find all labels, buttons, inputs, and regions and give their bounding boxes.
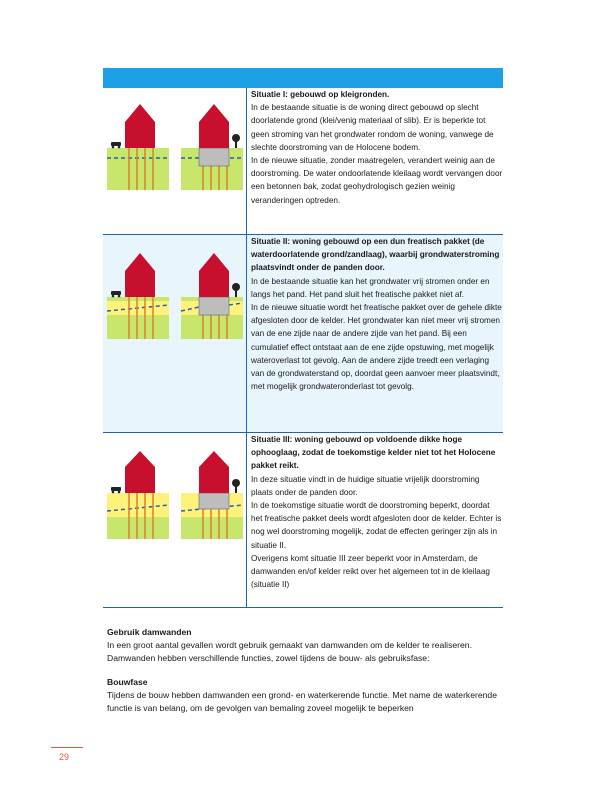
section-body: Tijdens de bouw hebben damwanden een grond- en waterkerende functie. Met name de waterkerende functie is van belang, om de gevolgen van bemaling zoveel mogelijk te beperken bbox=[107, 690, 497, 713]
situation-3-illustration bbox=[107, 449, 243, 539]
situation-paragraph: In deze situatie vindt in de huidige situatie vrijelijk doorstroming plaats onder de panden door. bbox=[251, 474, 480, 497]
tree-icon bbox=[232, 134, 240, 148]
house-icon bbox=[199, 253, 229, 297]
page-number: 29 bbox=[59, 752, 70, 762]
basement bbox=[199, 297, 229, 315]
situation-row-3 bbox=[103, 433, 503, 608]
situation-2-illustration bbox=[107, 249, 243, 339]
situation-paragraph: In de bestaande situatie kan het grondwater vrij stromen onder en langs het pand. Het pand sluit het freatische pakket niet af. bbox=[251, 276, 490, 299]
car-icon bbox=[111, 487, 121, 493]
situation-1-illustration bbox=[107, 100, 243, 190]
basement bbox=[199, 148, 229, 166]
house-icon bbox=[125, 104, 155, 148]
situation-title: Situatie III: woning gebouwd op voldoende dikke hoge ophooglaag, zodat de toekomstige kelder niet tot het Holocene pakket reikt. bbox=[251, 435, 496, 471]
situation-title: Situatie I: gebouwd op kleigronden. bbox=[251, 90, 390, 99]
situation-paragraph: Overigens komt situatie III zeer beperkt voor in Amsterdam, de damwanden en/of kelder reikt over het algemeen tot in de kleilaag (situatie II) bbox=[251, 553, 490, 590]
situation-row-1 bbox=[103, 88, 503, 235]
situations-table bbox=[103, 88, 503, 608]
house-icon bbox=[125, 253, 155, 297]
house-icon bbox=[199, 104, 229, 148]
situation-paragraph: In de toekomstige situatie wordt de doorstroming beperkt, doordat het freatische pakket deels wordt afgesloten door de kelder. Echter is nog wel doorstroming mogelijk, zodat de effecten geringer zijn als in situatie II. bbox=[251, 501, 502, 550]
tree-icon bbox=[232, 479, 240, 493]
section-bouwfase bbox=[107, 676, 507, 715]
situation-paragraph: In de nieuwe situatie wordt het freatische pakket over de gehele dikte afgesloten door de kelder. Het grondwater kan niet meer vrij stromen van de ene zijde naar de andere zijde van het pand. Bij een cumulatief effect ontstaat aan de ene zijde opstuwing, met mogelijk wateroverlast tot gevolg. Aan de andere zijde treedt een verlaging van de grondwaterstand op, doordat geen aanvoer meer plaatsvindt, met mogelijk grondwateronderlast tot gevolg. bbox=[251, 303, 502, 392]
car-icon bbox=[111, 291, 121, 297]
section-body: In een groot aantal gevallen wordt gebruik gemaakt van damwanden om de kelder te realiseren. Damwanden hebben verschillende functies, zowel tijdens de bouw- als gebruiksfase: bbox=[107, 640, 472, 663]
page-number-rule bbox=[51, 747, 83, 748]
section-heading: Gebruik damwanden bbox=[107, 627, 192, 637]
house-icon bbox=[125, 451, 155, 493]
situation-row-2 bbox=[103, 235, 503, 433]
car-icon bbox=[111, 142, 121, 148]
situation-2-text bbox=[251, 235, 503, 393]
tree-icon bbox=[232, 283, 240, 297]
house-icon bbox=[199, 451, 229, 493]
situation-title: Situatie II: woning gebouwd op een dun freatisch pakket (de waterdoorlatende grond/zandlaag), waarbij grondwaterstroming plaatsvindt onder de panden door. bbox=[251, 237, 500, 273]
situation-paragraph: In de nieuwe situatie, zonder maatregelen, verandert weinig aan de doorstroming. De water ondoorlatende kleilaag wordt vervangen door een betonnen bak, zodat geohydrologisch gezien weinig veranderingen optreden. bbox=[251, 156, 503, 205]
section-gebruik-damwanden bbox=[107, 626, 507, 665]
section-heading: Bouwfase bbox=[107, 677, 148, 687]
table-header-bar bbox=[103, 68, 503, 88]
situation-paragraph: In de bestaande situatie is de woning direct gebouwd op slecht doorlatende grond (klei/venig materiaal of slib). Er is beperkte tot geen stroming van het grondwater rondom de woning, vanwege de slechte doorstroming van de Holocene bodem. bbox=[251, 103, 494, 152]
situation-3-text bbox=[251, 433, 503, 591]
basement bbox=[199, 493, 229, 509]
situation-1-text bbox=[251, 88, 503, 207]
